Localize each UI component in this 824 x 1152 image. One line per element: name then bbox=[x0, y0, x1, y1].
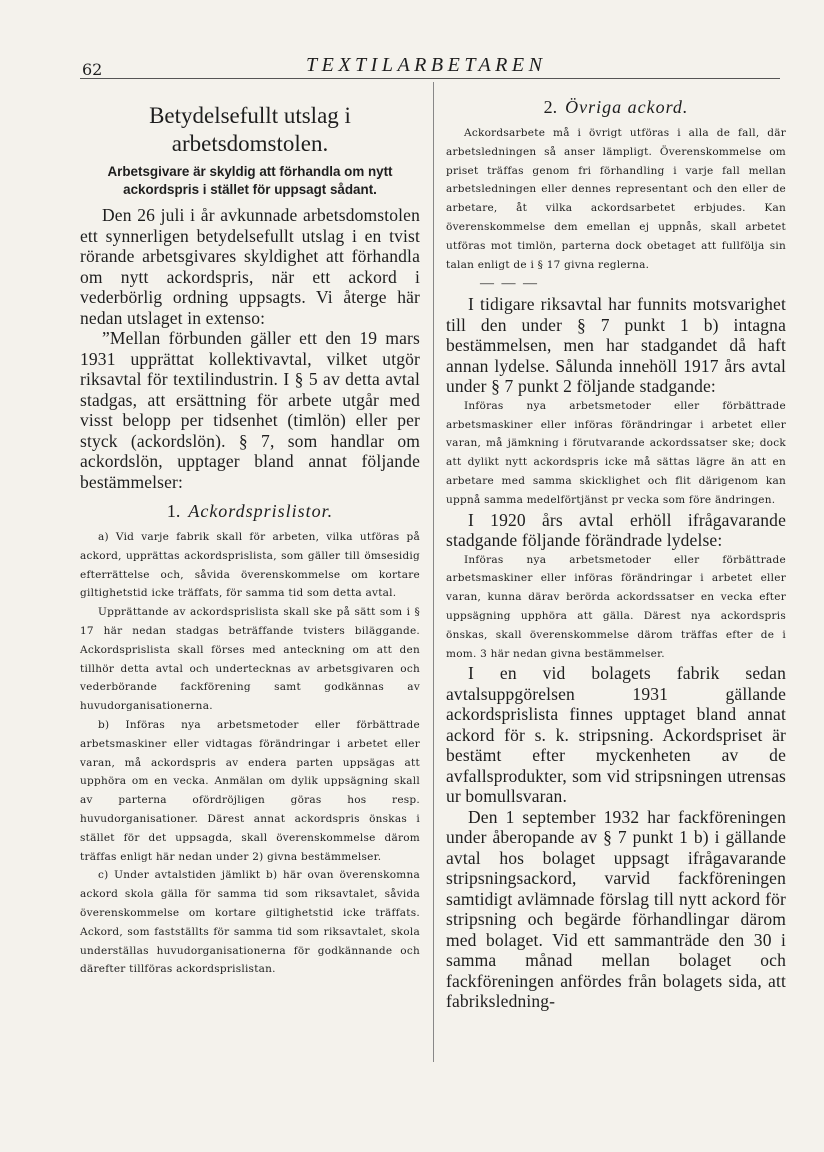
left-column bbox=[80, 96, 420, 979]
paragraph-earlier-agreements: I tidigare riksavtal har funnits motsvarighet till den under § 7 punkt 1 b) intagna bestämmelsen, men har stadgandet då haft annan lydelse. Sålunda innehöll 1917 års avtal under § 7 punkt 2 följande stadgande: bbox=[446, 294, 786, 397]
paragraph-factory: I en vid bolagets fabrik sedan avtalsuppgörelsen 1931 gällande ackordsprislista finnes upptaget bland annat ackord för s. k. stripsning. Ackordspriset är bestämt efter myckenheten av de avfallsprodukter, som vid stripsningen utrensas ur bomullsvaran. bbox=[446, 663, 786, 807]
column-divider bbox=[433, 82, 434, 1062]
quote-1920: Införas nya arbetsmetoder eller förbättrade arbetsmaskiner eller införas förändringar i arbetet eller varan, kunna därav berörda ackordssatser en vecka efter uppsägning upphöra att gälla. Därest nya ackordspris önskas, skall överenskommelse därom träffas efter de i mom. 3 här nedan givna bestämmelser. bbox=[446, 553, 786, 660]
separator-dashes: — — — bbox=[480, 276, 539, 292]
paragraph-c: c) Under avtalstiden jämlikt b) här ovan överenskomna ackord skola gälla för samma tid som riksavtalet, såvida överenskommelse om kortare giltighetstid icke träffats. Ackord, som fastställts för samma tid som riksavtalet, skola underställas huvudorganisationerna för godkännande och därefter tillföras ackordsprislistan. bbox=[80, 869, 420, 976]
quote-paragraph: ”Mellan förbunden gäller ett den 19 mars 1931 upprättat kollektivavtal, vilket utgör riksavtal för textilindustrin. I § 5 av detta avtal stadgas, att ersättning för arbete utgår med visst belopp per tidsenhet (timlön) eller per styck (ackordslön). § 7, som handlar om ackordslön, upptager bland annat följande bestämmelser: bbox=[80, 328, 420, 492]
section-title: Ackordsprislistor. bbox=[188, 501, 334, 521]
article-headline: Betydelsefullt utslag i arbetsdomstolen. bbox=[149, 103, 351, 156]
section-heading-1 bbox=[80, 500, 420, 522]
paragraph-a-continued: Upprättande av ackordsprislista skall ske på sätt som i § 17 här nedan stadgas beträffande tvisters biläggande. Ackordsprislista skall förses med anteckning om att den tillhör detta avtal och undertecknas av arbetsgivaren och vederbörande fackförening samt godkännas av huvudorganisationerna. bbox=[80, 606, 420, 713]
section-number: 2. bbox=[543, 97, 558, 117]
section-heading-2 bbox=[446, 96, 786, 118]
page-number: 62 bbox=[82, 60, 103, 79]
intro-paragraph: Den 26 juli i år avkunnade arbetsdomstolen ett synnerligen betydelsefullt utslag i en tvist rörande arbetsgivares skyldighet att förhandla om nytt ackordspris, när ett ackord i vederbörlig ordning uppsagts. Vi återge här nedan utslaget in extenso: bbox=[80, 205, 420, 328]
section-title: Övriga ackord. bbox=[565, 97, 689, 117]
paragraph-ovriga-ackord: Ackordsarbete må i övrigt utföras i alla de fall, där arbetsledningen så anser lämpligt. Överenskommelse om priset träffas genom fri förhandling i varje fall mellan arbetsledningen eller dennes representant och den eller de arbetare, åt vilka ackordsarbetet erbjudes. Kan överenskommelse dem emellan ej uppnås, skall arbetet utföras mot timlön, parterna dock obetaget att fullfölja sin talan enligt de i § 17 givna reglerna. bbox=[446, 127, 786, 271]
paragraph-b: b) Införas nya arbetsmetoder eller förbättrade arbetsmaskiner eller vidtagas förändringar i arbetet eller varan, må ackordspris av endera parten uppsägas att upphöra om en vecka. Anmälan om dylik uppsägning skall av parterna ofördröjligen göras hos resp. huvudorganisationer. Därest annat ackordspris önskas i stället för det uppsagda, skall överenskommelse därom träffas enligt här nedan under 2) givna bestämmelser. bbox=[80, 718, 420, 863]
article-subheadline: Arbetsgivare är skyldig att förhandla om nytt ackordspris i stället för uppsagt sådant. bbox=[107, 164, 393, 197]
running-title: TEXTILARBETAREN bbox=[306, 54, 547, 76]
paragraph-september: Den 1 september 1932 har fackföreningen under åberopande av § 7 punkt 1 b) i gällande avtal hos bolaget uppsagt ifrågavarande stripsningsackord, varvid fackföreningen samtidigt avlämnade förslag till nytt ackord för stripsning och begärde förhandlingar därom med bolaget. Vid ett sammanträde den 30 i samma månad mellan bolaget och fackföreningen anfördes från bolagets sida, att fabriksledning- bbox=[446, 806, 786, 1012]
right-column bbox=[446, 96, 786, 1012]
section-number: 1. bbox=[166, 501, 181, 521]
header-rule bbox=[80, 78, 780, 79]
paragraph-1920: I 1920 års avtal erhöll ifrågavarande stadgande följande förändrade lydelse: bbox=[446, 509, 786, 551]
quote-1917: Införas nya arbetsmetoder eller förbättrade arbetsmaskiner eller införas förändringar i arbetet eller varan, må jämkning i förutvarande ackordssatser ske; dock att dylikt nytt ackordspris icke må sättas lägre än att en arbetare med samma skicklighet och flit därigenom kan uppnå samma medelförtjänst pr vecka som före ändringen. bbox=[446, 399, 786, 506]
paragraph-a: a) Vid varje fabrik skall för arbeten, vilka utföras på ackord, upprättas ackordsprislista, som gäller till ömsesidig efterrättelse och, såvida överenskommelse om kortare giltighetstid icke träffats, för samma tid som detta avtal. bbox=[80, 531, 420, 600]
